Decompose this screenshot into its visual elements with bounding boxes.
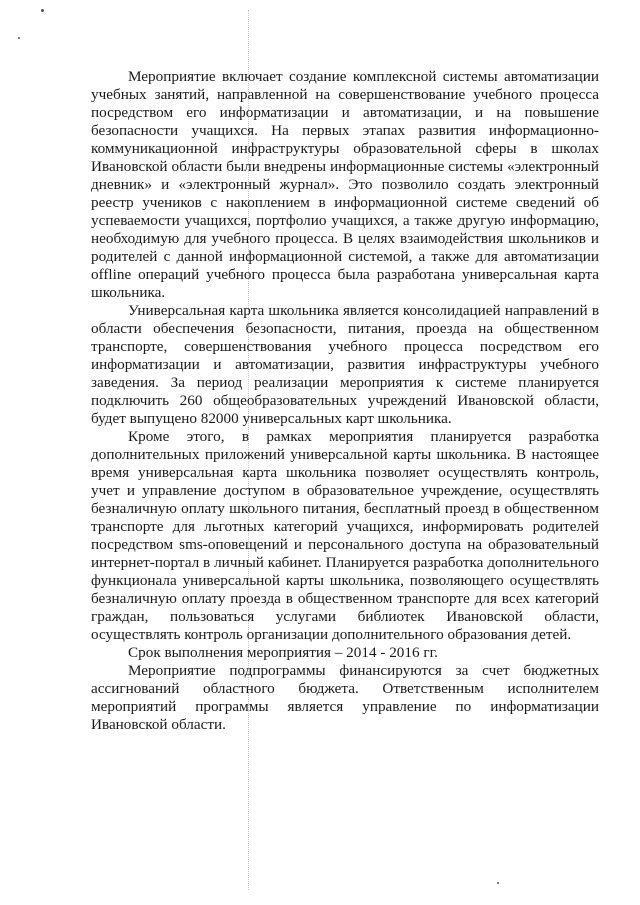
paragraph-financing: Мероприятие подпрограммы финансируются за счет бюджетных ассигнований областного бюджета. Ответственным исполнителем мероприятий программы является управление по информатизации Ивановской области. <box>91 662 599 733</box>
paragraph-automation-system: Мероприятие включает создание комплексной системы автоматизации учебных занятий, направленной на совершенствование учебного процесса посредством его информатизации и автоматизации, и на повышение безопасности учащихся. На первых этапах развития информационно-коммуникационной инфраструктуры образовательной сферы в школах Ивановской области были внедрены информационные системы «электронный дневник» и «электронный журнал». Это позволило создать электронный реестр учеников с накоплением в информационной системе сведений об успеваемости учащихся, портфолио учащихся, а также другую информацию, необходимую для учебного процесса. В целях взаимодействия школьников и родителей с данной информационной системой, а также для автоматизации offline операций учебного процесса была разработана универсальная карта школьника. <box>91 68 599 301</box>
paragraph-term: Срок выполнения мероприятия – 2014 - 2016 гг. <box>128 644 438 661</box>
scan-speck <box>497 882 499 884</box>
scan-speck <box>41 9 44 12</box>
scan-speck <box>18 37 20 39</box>
document-body <box>91 68 599 734</box>
paragraph-additional-applications: Кроме этого, в рамках мероприятия планируется разработка дополнительных приложений универсальной карты школьника. В настоящее время универсальная карта школьника позволяет осуществлять контроль, учет и управление доступом в образовательное учреждение, осуществлять безналичную оплату школьного питания, бесплатный проезд в общественном транспорте для льготных категорий учащихся, информировать родителей посредством sms-оповещений и персонального доступа на образовательный интернет-портал в личный кабинет. Планируется разработка дополнительного функционала универсальной карты школьника, позволяющего осуществлять безналичную оплату проезда в общественном транспорте для всех категорий граждан, пользоваться услугами библиотек Ивановской области, осуществлять контроль организации дополнительного образования детей. <box>91 428 599 643</box>
paragraph-student-card: Универсальная карта школьника является консолидацией направлений в области обеспечения безопасности, питания, проезда на общественном транспорте, совершенствования учебного процесса посредством его информатизации и автоматизации, развития инфраструктуры учебного заведения. За период реализации мероприятия к системе планируется подключить 260 общеобразовательных учреждений Ивановской области, будет выпущено 82000 универсальных карт школьника. <box>91 302 599 427</box>
